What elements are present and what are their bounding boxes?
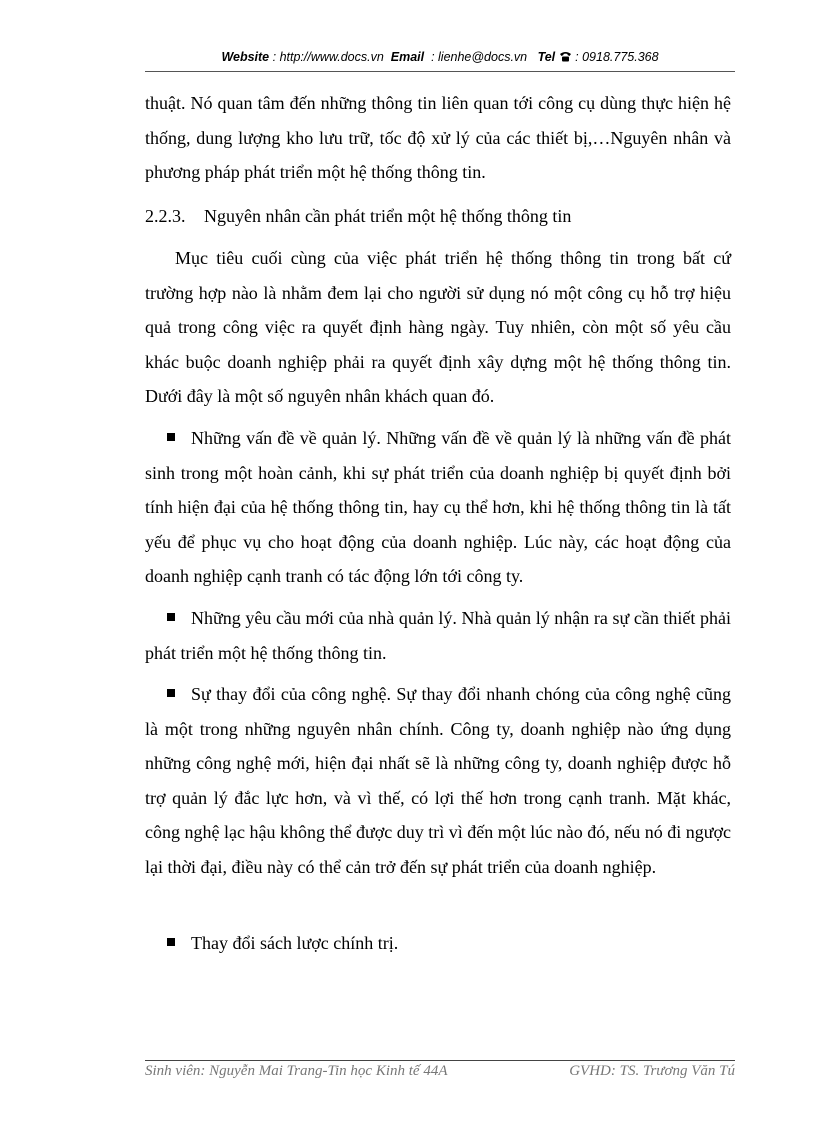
bullet-item <box>145 926 731 961</box>
phone-icon <box>559 50 575 64</box>
tel-value: : 0918.775.368 <box>575 50 659 64</box>
email-value: : lienhe@docs.vn <box>431 50 528 64</box>
bullet-icon <box>167 613 175 621</box>
main-paragraph: Mục tiêu cuối cùng của việc phát triển hệ thống thông tin trong bất cứ trường hợp nào là nhằm đem lại cho người sử dụng nó một công cụ hỗ trợ hiệu quả trong công việc ra quyết định hàng ngày. Tuy nhiên, còn một số yêu cầu khác buộc doanh nghiệp phải ra quyết định xây dựng một hệ thống thông tin. Dưới đây là một số nguyên nhân khách quan đó. <box>145 248 731 407</box>
footer-student: Sinh viên: Nguyễn Mai Trang-Tin học Kinh tế 44A <box>145 1063 448 1079</box>
page-footer <box>145 1063 735 1080</box>
section-title: Nguyên nhân cần phát triển một hệ thống thông tin <box>204 206 572 226</box>
header-rule <box>145 71 735 72</box>
bullet-text: Sự thay đổi của công nghệ. Sự thay đổi nhanh chóng của công nghệ cũng là một trong những nguyên nhân chính. Công ty, doanh nghiệp nào ứng dụng những công nghệ mới, hiện đại nhất sẽ là những công ty, doanh nghiệp được hỗ trợ quản lý đắc lực hơn, và vì thế, có lợi thế hơn trong cạnh tranh. Mặt khác, công nghệ lạc hậu không thể được duy trì vì đến một lúc nào đó, nếu nó đi ngược lại thời đại, điều này có thể cản trở đến sự phát triển của doanh nghiệp. <box>145 684 731 877</box>
bullet-icon <box>167 689 175 697</box>
bullet-item <box>145 677 731 885</box>
footer-supervisor: GVHD: TS. Trương Văn Tú <box>569 1063 735 1079</box>
bullet-text: Thay đổi sách lược chính trị. <box>191 933 399 953</box>
intro-paragraph: thuật. Nó quan tâm đến những thông tin liên quan tới công cụ dùng thực hiện hệ thống, dung lượng kho lưu trữ, tốc độ xử lý của các thiết bị,…Nguyên nhân và phương pháp phát triển một hệ thống thông tin. <box>145 93 731 183</box>
bullet-icon <box>167 938 175 946</box>
website-value: : http://www.docs.vn <box>272 50 384 64</box>
website-label: Website <box>221 50 270 64</box>
tel-label: Tel <box>537 50 556 64</box>
footer-rule <box>145 1060 735 1061</box>
bullet-text: Những vấn đề về quản lý. Những vấn đề về quản lý là những vấn đề phát sinh trong một hoàn cảnh, khi sự phát triển của doanh nghiệp bị quyết định bởi tính hiện đại của hệ thống thông tin, hay cụ thể hơn, khi hệ thống thông tin là tất yếu để phục vụ cho hoạt động của doanh nghiệp. Lúc này, các hoạt động của doanh nghiệp cạnh tranh có tác động lớn tới công ty. <box>145 428 731 587</box>
section-heading <box>145 201 571 231</box>
bullet-text: Những yêu cầu mới của nhà quản lý. Nhà quản lý nhận ra sự cần thiết phải phát triển một hệ thống thông tin. <box>145 608 731 663</box>
email-label: Email <box>390 50 425 64</box>
page-header <box>145 50 735 64</box>
bullet-icon <box>167 433 175 441</box>
section-number: 2.2.3. <box>145 206 186 226</box>
bullet-item <box>145 601 731 670</box>
bullet-item <box>145 421 731 594</box>
